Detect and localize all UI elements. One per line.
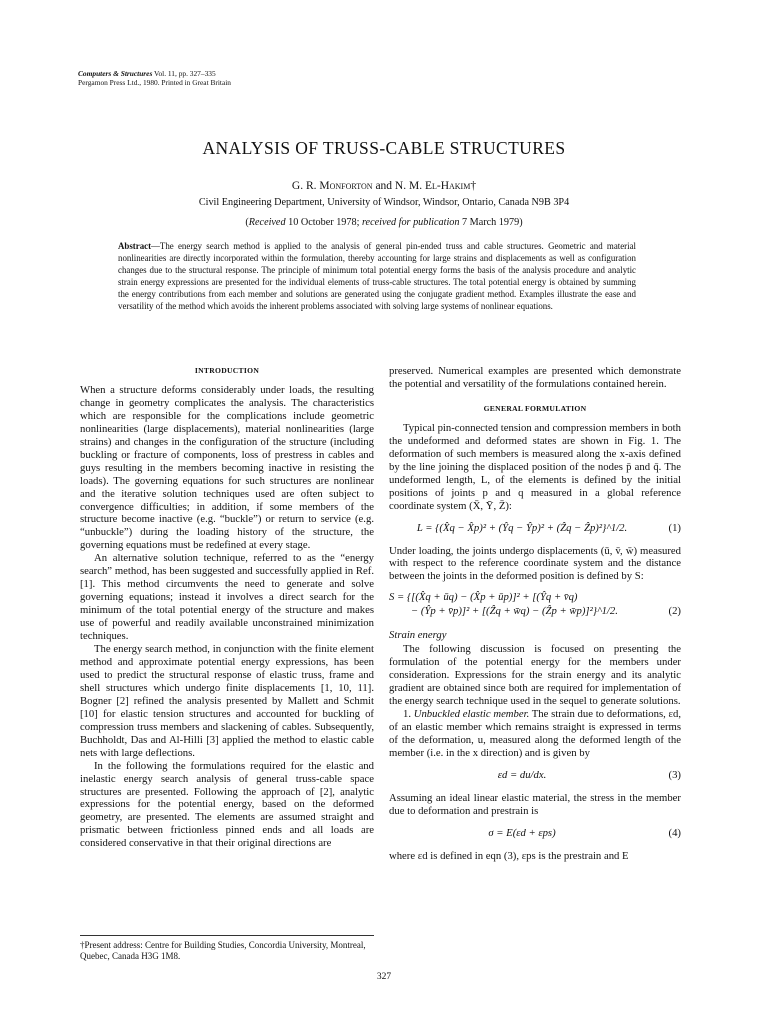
paren-open: ( (245, 217, 249, 228)
article-title: ANALYSIS OF TRUSS-CABLE STRUCTURES (202, 138, 566, 158)
right-column (389, 365, 681, 863)
abstract (118, 241, 636, 312)
paragraph: Typical pin-connected tension and compression members in both the undeformed and deformed states are shown in Fig. 1. The deformation of such members is measured along the x-axis defined by the line joining the displaced position of the nodes p̄ and q̄. The undeformed length, L, of the elements is defined by the initial positions of joints p and q measured in a global reference coordinate system (X̄, Ȳ, Z̄): (389, 421, 681, 512)
item-label: Unbuckled elastic member. (413, 708, 530, 721)
paragraph: Under loading, the joints undergo displacements (ū, v̄, w̄) measured with respect to the reference coordinate system and the distance between the joints in the deformed position is defined by S: (389, 544, 681, 583)
equation-1 (389, 522, 681, 536)
paragraph: An alternative solution technique, referred to as the “energy search” method, has been suggested and successfully applied in Ref. [1]. This method circumvents the need to generate and solve governing equations; instead it involves a direct search for the minimum of the total potential energy of the structure and makes use of powerful and readily available unconstrained minimization techniques. (80, 552, 374, 643)
journal-citation (78, 69, 231, 78)
equation-number: (1) (668, 521, 681, 534)
author-conjunction: and (372, 180, 395, 192)
paragraph: where εd is defined in eqn (3), εps is the prestrain and E (389, 849, 629, 862)
equation-number: (4) (668, 826, 681, 839)
abstract-text: —The energy search method is applied to the analysis of general pin-ended truss and cable structures. Geometric and material nonlinearities are directly incorporated within the formulation, thereby accounting for large strains and displacements as well as configuration changes due to the structural response. The principle of minimum total potential energy forms the basis of the analysis procedure and analytic strain energy expressions are presented for the individual elements of truss-cable structures. The total potential energy is obtained by summing the energy contributions from each member and solutions are generated using the conjugate gradient method. Examples illustrate the ease and versatility of the method which avoids the inherent problems associated with solving large systems of nonlinear equations. (118, 241, 636, 311)
equation-body: L = {(X̂q − X̂p)² + (Ŷq − Ŷp)² + (Ẑq − Ẑp)²}^1/2. (416, 521, 628, 534)
left-column (80, 365, 374, 850)
section-heading-general-formulation: GENERAL FORMULATION (483, 403, 587, 413)
journal-publisher: Pergamon Press Ltd., 1980. Printed in Great Britain (78, 78, 231, 87)
equation-line-2: − (Ŷp + v̄p)]² + [(Ẑq + w̄q) − (Ẑp + w̄p)]²}^1/2. (411, 605, 618, 618)
page-number: 327 (376, 972, 392, 982)
affiliation: Civil Engineering Department, University of Windsor, Windsor, Ontario, Canada N9B 3P4 (198, 197, 570, 208)
author-2-name: El-Hakim† (424, 180, 477, 192)
item-text: The strain due to deformations, εd, of an elastic member which remains straight is expressed in terms of the deformation, u, measured along the deformed length of the member (i.e. in the x direction) and is given by (389, 708, 682, 759)
subsection-heading: Strain energy (389, 629, 447, 642)
author-1-name: Monforton (319, 180, 373, 192)
equation-2 (389, 591, 681, 621)
paragraph: preserved. Numerical examples are presented which demonstrate the potential and versatility of the formulations contained herein. (389, 365, 681, 390)
received-dates (0, 217, 768, 228)
journal-title: Computers & Structures (78, 69, 153, 78)
abstract-label: Abstract (118, 241, 152, 251)
equation-4 (389, 827, 681, 841)
equation-number: (3) (668, 768, 681, 781)
received-label: Received (248, 217, 286, 228)
item-number: 1. (403, 708, 414, 721)
paragraph: The energy search method, in conjunction with the finite element method and approximate potential energy expressions, has been used to predict the structural response of elastic truss, frame and shell structures which undergo finite displacements [1, 10, 11]. Bogner [2] refined the analysis presented by Mallett and Schmit [10] for elastic tension structures and accounted for buckling of compression truss members and slackening of cables. Subsequently, Buchholdt, Das and Al-Hilli [3] applied the method to elastic cable nets with large deflections. (80, 643, 374, 759)
footnote: †Present address: Centre for Building Studies, Concordia University, Montreal, Quebec, Canada H3G 1M8. (80, 940, 366, 961)
paragraph: The following discussion is focused on presenting the formulation of the potential energy for the members under consideration. Expressions for the strain energy and its analytic gradient are obtained since both are required for implementation of the energy search technique used in the sequel to generate solutions. (389, 643, 681, 708)
paragraph (389, 708, 681, 760)
equation-number: (2) (668, 605, 681, 618)
equation-3 (389, 769, 681, 783)
paragraph: In the following the formulations required for the elastic and inelastic energy search analysis of general truss-cable space structures are presented. Following the approach of [2], analytic expressions for the potential energy, based on the deformed geometry, are presented. The elements are assumed straight and prismatic between frictionless pinned ends and all loads are considered conservative in that their original directions are (80, 759, 374, 850)
publication-date: 7 March 1979 (459, 217, 520, 228)
received-date: 10 October 1978 (285, 217, 357, 228)
author-2-initials: N. M. (394, 180, 425, 192)
journal-volume: Vol. 11, pp. 327–335 (152, 69, 216, 78)
equation-body: εd = du/dx. (497, 768, 547, 781)
paragraph: Assuming an ideal linear elastic material, the stress in the member due to deformation and prestrain is (389, 791, 681, 817)
footnote-rule (80, 935, 374, 936)
separator: ; (356, 217, 362, 228)
author-line (0, 180, 768, 192)
equation-body: σ = E(εd + εps) (488, 826, 556, 839)
section-heading-introduction: INTRODUCTION (194, 366, 260, 375)
author-1-initials: G. R. (291, 180, 320, 192)
paragraph: When a structure deforms considerably under loads, the resulting change in geometry complicates the analysis. The characteristics which are responsible for the complications include geometric nonlinearities (large displacements), material nonlinearities (large strains) and changes in the configuration of the structure (including buckling or fracture of components, loss of prestress in cables and guys resulting in the members becoming inactive in resisting the loads). The governing equations for such structures are nonlinear and the iterative solution techniques used are often subject to convergence difficulties; in addition, if some members of the structure become inactive (e.g. “buckle”) or return to service (e.g. “unbuckle”) during the loading history of the structure, the governing equations must be redefined at every stage. (80, 383, 374, 552)
journal-header (78, 69, 231, 87)
publication-label: received for publication (361, 217, 460, 228)
equation-line-1: S = {[(X̂q + ūq) − (X̂p + ūp)]² + [(Ŷq + v̄q) (389, 591, 578, 604)
paren-close: ) (519, 217, 523, 228)
